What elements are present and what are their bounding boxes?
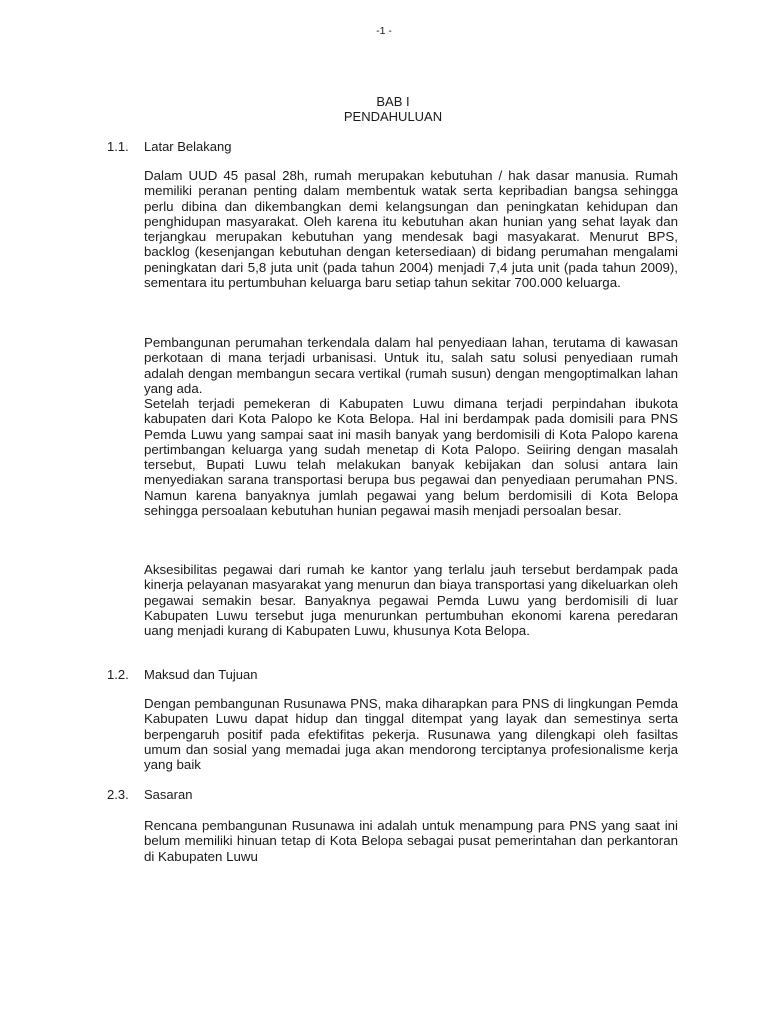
paragraph: Aksesibilitas pegawai dari rumah ke kantor yang terlalu jauh tersebut berdampak pada kinerja pelayanan masyarakat yang menurun dan biaya transportasi yang dikeluarkan oleh pegawai semakin besar. Banyaknya pegawai Pemda Luwu yang berdomisili di luar Kabupaten Luwu tersebut juga menurunkan pertumbuhan ekonomi karena peredaran uang menjadi kurang di Kabupaten Luwu, khusunya Kota Belopa. xyxy=(144,562,678,639)
section-heading-sasaran xyxy=(107,787,192,802)
chapter-label: BAB I xyxy=(376,94,410,109)
paragraph: Dengan pembangunan Rusunawa PNS, maka diharapkan para PNS di lingkungan Pemda Kabupaten Luwu dapat hidup dan tinggal ditempat yang layak dan semestinya serta berpengaruh positif pada efektifitas pekerja. Rusunawa yang dilengkapi oleh fasiltas umum dan sosial yang memadai juga akan mendorong terciptanya profesionalisme kerja yang baik xyxy=(144,696,678,773)
section-number: 1.2. xyxy=(107,667,129,682)
section-title: Sasaran xyxy=(144,787,193,802)
section-title: Maksud dan Tujuan xyxy=(144,667,258,682)
section-heading-latar-belakang xyxy=(107,139,231,154)
chapter-heading xyxy=(0,94,768,124)
paragraph: Rencana pembangunan Rusunawa ini adalah untuk menampung para PNS yang saat ini belum memiliki hinuan tetap di Kota Belopa sebagai pusat pemerintahan dan perkantoran di Kabupaten Luwu xyxy=(144,818,678,864)
chapter-title: PENDAHULUAN xyxy=(343,109,443,124)
page-number: -1 - xyxy=(376,25,392,37)
paragraph: Dalam UUD 45 pasal 28h, rumah merupakan kebutuhan / hak dasar manusia. Rumah memiliki peranan penting dalam membentuk watak serta kepribadian bangsa sehingga perlu dibina dan dikembangkan demi kelangsungan dan peningkatan kehidupan dan penghidupan masyarakat. Oleh karena itu kebutuhan akan hunian yang sehat layak dan terjangkau merupakan kebutuhan yang mendesak bagi masyakarat. Menurut BPS, backlog (kesenjangan kebutuhan dengan ketersediaan) di bidang perumahan mengalami peningkatan dari 5,8 juta unit (pada tahun 2004) menjadi 7,4 juta unit (pada tahun 2009), sementara itu pertumbuhan keluarga baru setiap tahun sekitar 700.000 keluarga. xyxy=(144,168,678,291)
section-number: 2.3. xyxy=(107,787,129,802)
section-title: Latar Belakang xyxy=(144,139,232,154)
section-heading-maksud-dan-tujuan xyxy=(107,667,257,682)
paragraph: Setelah terjadi pemekeran di Kabupaten Luwu dimana terjadi perpindahan ibukota kabupaten dari Kota Palopo ke Kota Belopa. Hal ini berdampak pada domisili para PNS Pemda Luwu yang sampai saat ini masih banyak yang berdomisili di Kota Palopo karena pertimbangan keluarga yang sudah menetap di Kota Palopo. Seiiring dengan masalah tersebut, Bupati Luwu telah melakukan banyak kebijakan dan solusi antara lain menyediakan sarana transportasi berupa bus pegawai dan penyediaan perumahan PNS. Namun karena banyaknya jumlah pegawai yang belum berdomisili di Kota Belopa sehingga persoalaan kebutuhan hunian pegawai masih menjadi persoalan besar. xyxy=(144,396,678,519)
section-number: 1.1. xyxy=(107,139,129,154)
paragraph: Pembangunan perumahan terkendala dalam hal penyediaan lahan, terutama di kawasan perkotaan di mana terjadi urbanisasi. Untuk itu, salah satu solusi penyediaan rumah adalah dengan membangun secara vertikal (rumah susun) dengan mengoptimalkan lahan yang ada. xyxy=(144,335,678,396)
